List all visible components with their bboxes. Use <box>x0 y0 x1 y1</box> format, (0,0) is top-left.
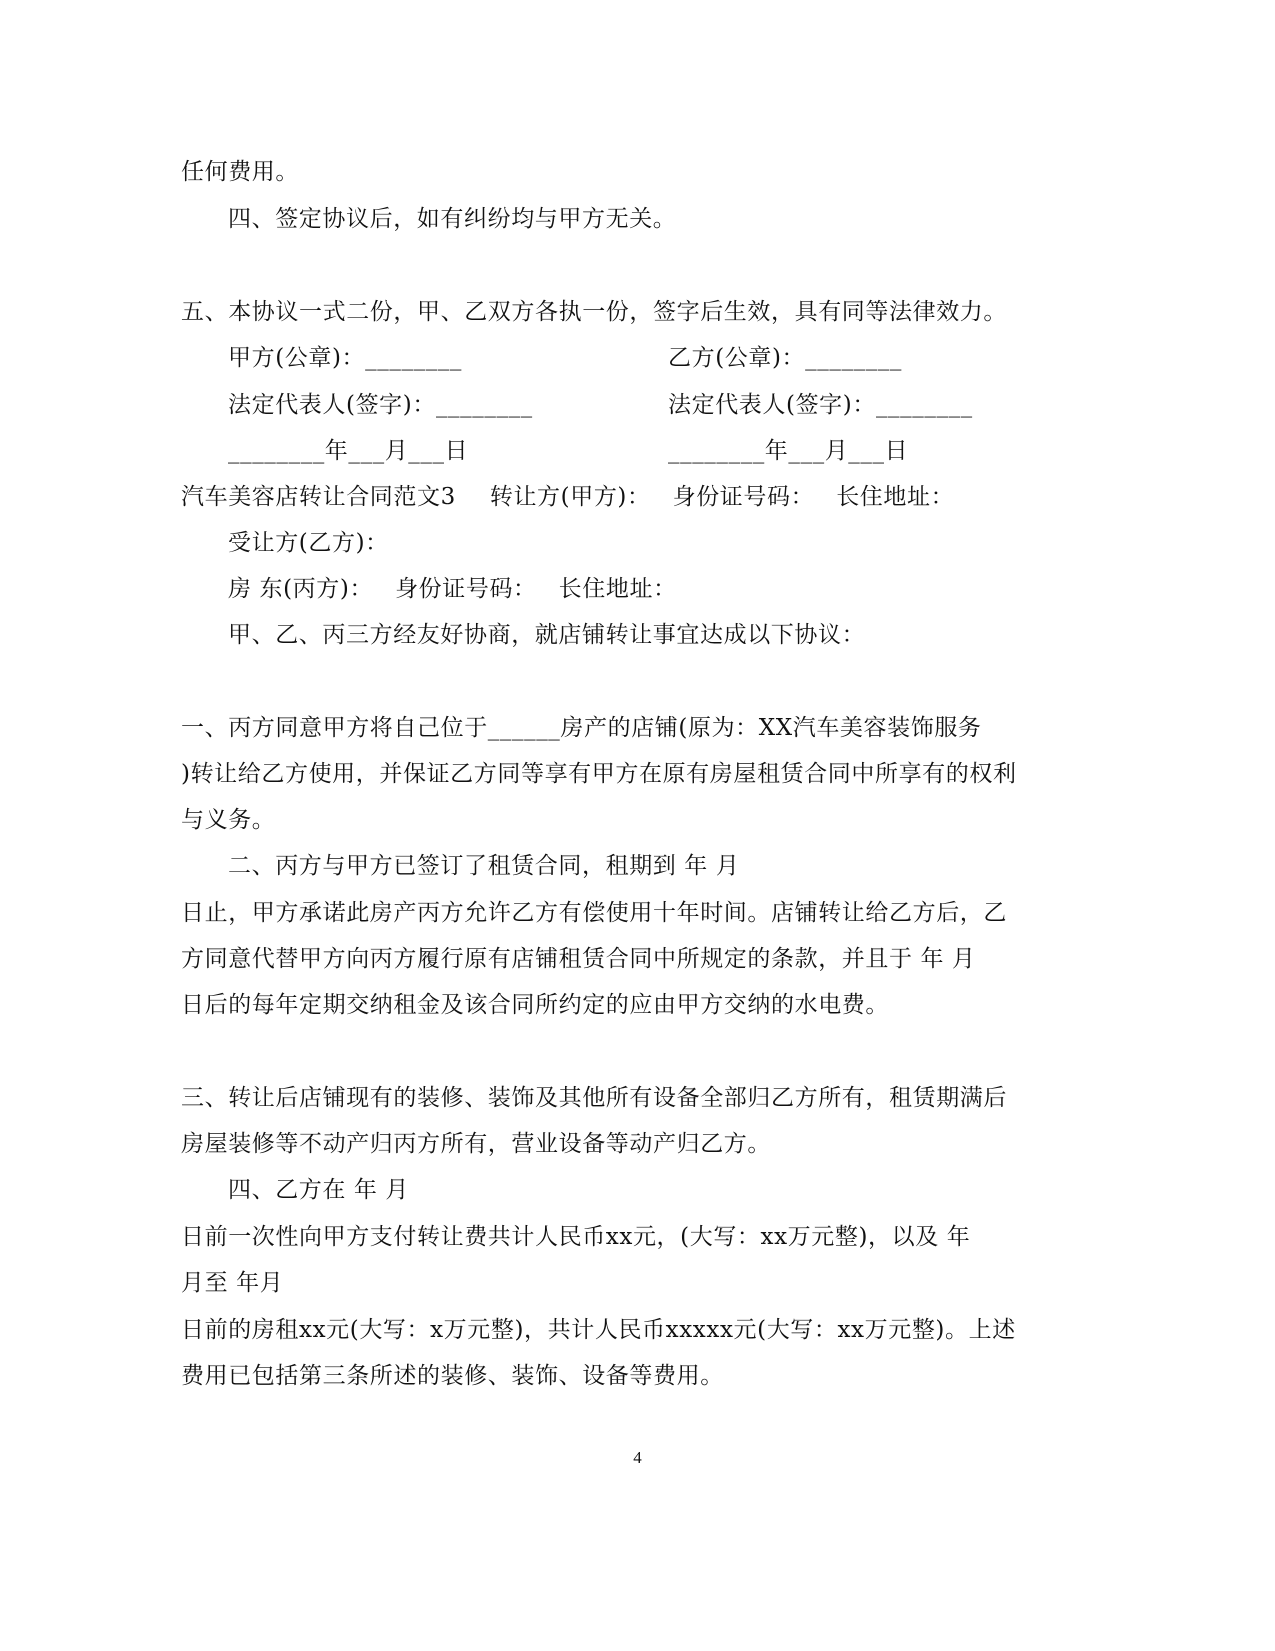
clause-four-b-line-1: 四、乙方在 年 月 <box>228 1177 410 1203</box>
landlord-id-label: 身份证号码： <box>395 576 537 602</box>
landlord-line <box>228 573 677 605</box>
text-line: 任何费用。 <box>181 159 299 185</box>
party-a-seal-line: 甲方(公章)：________ <box>228 345 462 371</box>
landlord-address-label: 长住地址： <box>558 576 677 602</box>
clause-one-line-2: )转让给乙方使用，并保证乙方同等享有甲方在原有房屋租赁合同中所享有的权利 <box>181 761 1017 787</box>
landlord-label: 房 东(丙方)： <box>228 576 374 602</box>
clause-four-b-line-4: 日前的房租xx元(大写：x万元整)，共计人民币xxxxx元(大写：xx万元整)。上述 <box>181 1317 1016 1343</box>
clause-four-b-line-3: 月至 年月 <box>181 1270 284 1296</box>
clause-one-line-3: 与义务。 <box>181 807 276 833</box>
party-b-representative-line: 法定代表人(签字)：________ <box>668 392 973 418</box>
clause-two-line-3: 方同意代替甲方向丙方履行原有店铺租赁合同中所规定的条款，并且于 年 月 <box>181 946 976 972</box>
clause-four-b-line-5: 费用已包括第三条所述的装修、装饰、设备等费用。 <box>181 1363 724 1389</box>
party-a-date-line: ________年___月___日 <box>228 438 469 464</box>
transferor-label: 转让方(甲方)： <box>489 484 651 510</box>
party-b-seal-line: 乙方(公章)：________ <box>668 345 902 371</box>
party-a-representative-line: 法定代表人(签字)：________ <box>228 392 533 418</box>
clause-four-line: 四、签定协议后，如有纠纷均与甲方无关。 <box>228 206 677 232</box>
page-number: 4 <box>633 1448 642 1467</box>
contract-title: 汽车美容店转让合同范文3 <box>181 484 456 510</box>
clause-five-line: 五、本协议一式二份，甲、乙双方各执一份，签字后生效，具有同等法律效力。 <box>181 299 1007 325</box>
clause-two-line-2: 日止，甲方承诺此房产丙方允许乙方有偿使用十年时间。店铺转让给乙方后，乙 <box>181 900 1007 926</box>
transferee-label: 受让方(乙方)： <box>228 530 389 556</box>
clause-four-b-line-2: 日前一次性向甲方支付转让费共计人民币xx元，(大写：xx万元整)，以及 年 <box>181 1224 971 1250</box>
party-b-date-line: ________年___月___日 <box>668 438 909 464</box>
clause-two-line-4: 日后的每年定期交纳租金及该合同所约定的应由甲方交纳的水电费。 <box>181 992 889 1018</box>
clause-three-line-2: 房屋装修等不动产归丙方所有，营业设备等动产归乙方。 <box>181 1131 771 1157</box>
contract-heading-line <box>181 481 954 513</box>
clause-one-line-1: 一、丙方同意甲方将自己位于______房产的店铺(原为：XX汽车美容装饰服务 <box>181 715 982 741</box>
id-number-label: 身份证号码： <box>672 484 815 510</box>
address-label: 长住地址： <box>836 484 955 510</box>
clause-three-line-1: 三、转让后店铺现有的装修、装饰及其他所有设备全部归乙方所有，租赁期满后 <box>181 1085 1007 1111</box>
clause-two-line-1: 二、丙方与甲方已签订了租赁合同，租期到 年 月 <box>228 853 740 879</box>
agreement-intro: 甲、乙、丙三方经友好协商，就店铺转让事宜达成以下协议： <box>228 622 866 648</box>
